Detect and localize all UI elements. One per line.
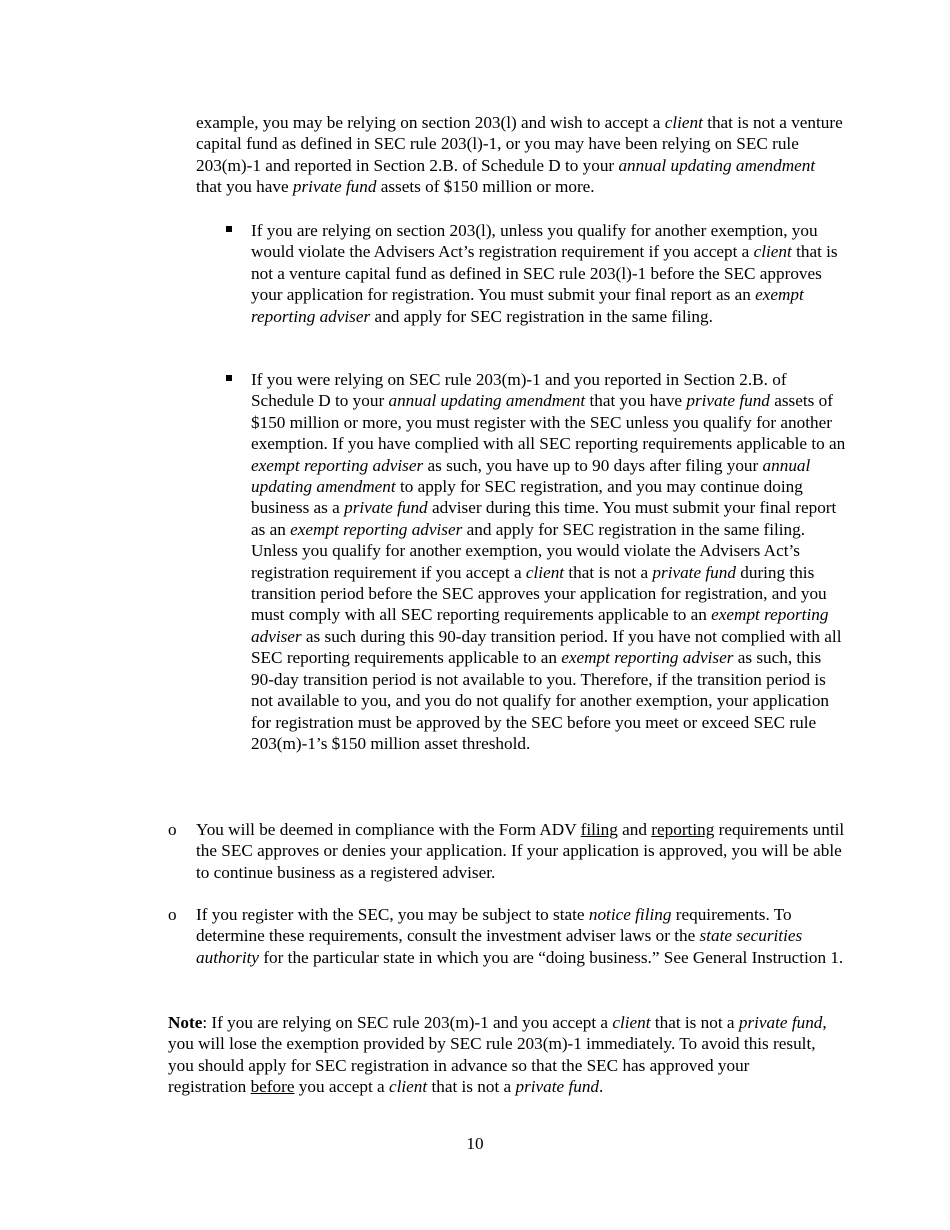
note-label: Note — [168, 1013, 203, 1032]
square-bullet-icon — [226, 226, 232, 232]
circle-item-text: You will be deemed in compliance with the Form ADV filing and reporting requirements until the SEC approves or denies your application. If your application is approved, you will be able to continue business as a registered adviser. — [196, 820, 845, 882]
circle-item-notice-filing — [168, 904, 848, 968]
circle-item-text: If you register with the SEC, you may be subject to state notice filing requirements. To determine these requirements, consult the investment adviser laws or the state securities authority for the particular state in which you are “doing business.” See General Instruction 1. — [196, 905, 844, 967]
hollow-circle-bullet-icon: o — [168, 820, 177, 839]
intro-paragraph: example, you may be relying on section 203(l) and wish to accept a client that is not a venture capital fund as defined in SEC rule 203(l)-1, or you may have been relying on SEC rule 203(m)-1 and reported in Section 2.B. of Schedule D to your annual updating amendment that you have private fund assets of $150 million or more. — [196, 113, 843, 197]
bullet-item-203l — [226, 220, 846, 327]
bullet-text: If you were relying on SEC rule 203(m)-1 and you reported in Section 2.B. of Schedule D to your annual updating amendment that you have private fund assets of $150 million or more, you must register with the SEC unless you qualify for another exemption. If you have complied with all SEC reporting requirements applicable to an exempt reporting adviser as such, you have up to 90 days after filing your annual updating amendment to apply for SEC registration, and you may continue doing business as a private fund adviser during this time. You must submit your final report as an exempt reporting adviser and apply for SEC registration in the same filing. Unless you qualify for another exemption, you would violate the Advisers Act’s registration requirement if you accept a client that is not a private fund during this transition period before the SEC approves your application for registration, and you must comply with all SEC reporting requirements applicable to an exempt reporting adviser as such during this 90-day transition period. If you have not complied with all SEC reporting requirements applicable to an exempt reporting adviser as such, this 90-day transition period is not available to you. Therefore, if the transition period is not available to you, and you do not qualify for another exemption, your application for registration must be approved by the SEC before you meet or exceed SEC rule 203(m)-1’s $150 million asset threshold. — [251, 370, 846, 753]
bullet-item-203m — [226, 369, 846, 754]
square-bullet-icon — [226, 375, 232, 381]
bullet-text: If you are relying on section 203(l), unless you qualify for another exemption, you would violate the Advisers Act’s registration requirement if you accept a client that is not a venture capital fund as defined in SEC rule 203(l)-1 before the SEC approves your application for registration. You must submit your final report as an exempt reporting adviser and apply for SEC registration in the same filing. — [251, 221, 838, 326]
note-paragraph: Note: If you are relying on SEC rule 203(m)-1 and you accept a client that is not a private fund, you will lose the exemption provided by SEC rule 203(m)-1 immediately. To avoid this result, you should apply for SEC registration in advance so that the SEC has approved your registration before you accept a client that is not a private fund. — [168, 1013, 827, 1097]
page-number: 10 — [466, 1134, 484, 1153]
circle-item-compliance — [168, 819, 848, 883]
hollow-circle-bullet-icon: o — [168, 905, 177, 924]
